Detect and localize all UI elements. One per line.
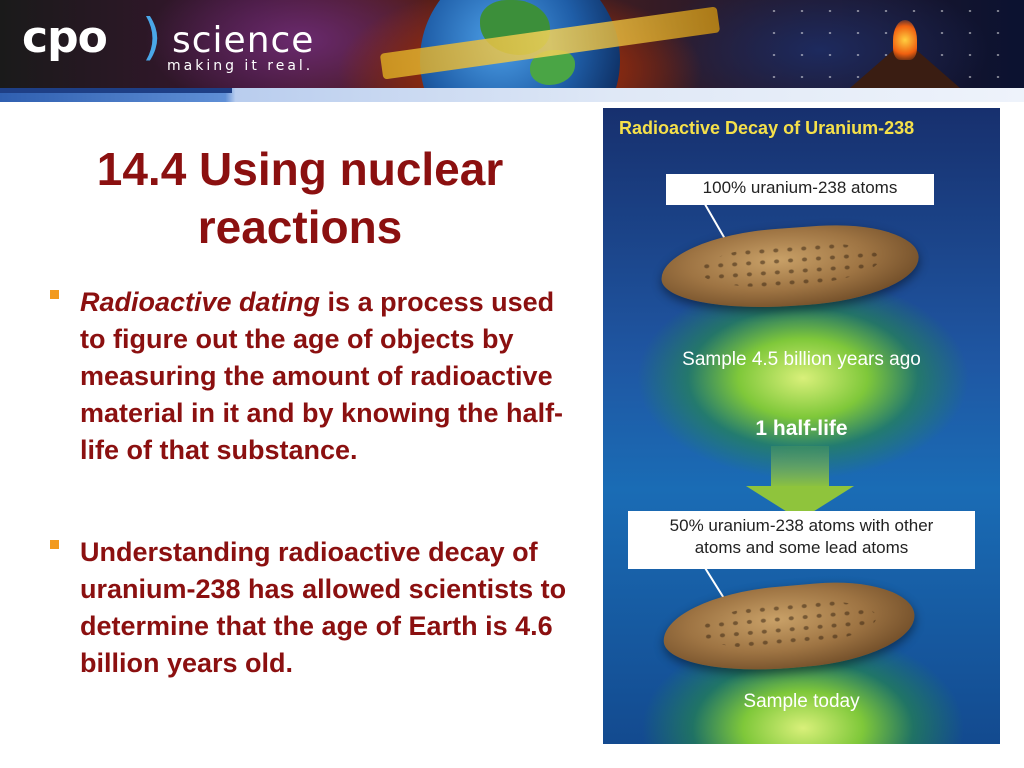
logo-cpo-text: cpo bbox=[22, 12, 107, 63]
slide-title: 14.4 Using nuclear reactions bbox=[96, 143, 504, 253]
bullet-body: is a process used to figure out the age of objects by measuring the amount of radioactive material in it and by knowing the half-life of that substance. bbox=[80, 287, 564, 465]
figure-title: Radioactive Decay of Uranium-238 bbox=[619, 118, 915, 138]
bullet-marker bbox=[50, 540, 59, 549]
bottom-sample-caption: Sample today bbox=[743, 691, 860, 712]
down-arrow-shaft bbox=[771, 446, 829, 488]
half-life-label: 1 half-life bbox=[755, 417, 848, 440]
bullet-text bbox=[80, 284, 580, 469]
logo-tagline: making it real. bbox=[167, 58, 314, 74]
bottom-label-line1: 50% uranium-238 atoms with other bbox=[669, 516, 934, 535]
rock-sample-today-image bbox=[660, 575, 918, 679]
top-sample-caption: Sample 4.5 billion years ago bbox=[682, 349, 921, 370]
bullet-marker bbox=[50, 290, 59, 299]
bullet-term: Radioactive dating bbox=[80, 287, 321, 317]
logo-paren: ) bbox=[142, 8, 162, 66]
uranium-decay-figure bbox=[603, 108, 1000, 744]
lava-glow bbox=[893, 20, 917, 60]
header-banner bbox=[0, 0, 1024, 88]
bottom-label-line2: atoms and some lead atoms bbox=[694, 538, 909, 557]
logo-science-text: science bbox=[172, 20, 315, 61]
rock-sample-past-image bbox=[659, 219, 922, 315]
bottom-sample-label bbox=[628, 511, 975, 569]
top-sample-label: 100% uranium-238 atoms bbox=[666, 174, 934, 205]
header-divider-accent bbox=[0, 88, 232, 93]
bullet-text: Understanding radioactive decay of uranium-238 has allowed scientists to determine that the age of Earth is 4.6 billion years old. bbox=[80, 537, 567, 678]
